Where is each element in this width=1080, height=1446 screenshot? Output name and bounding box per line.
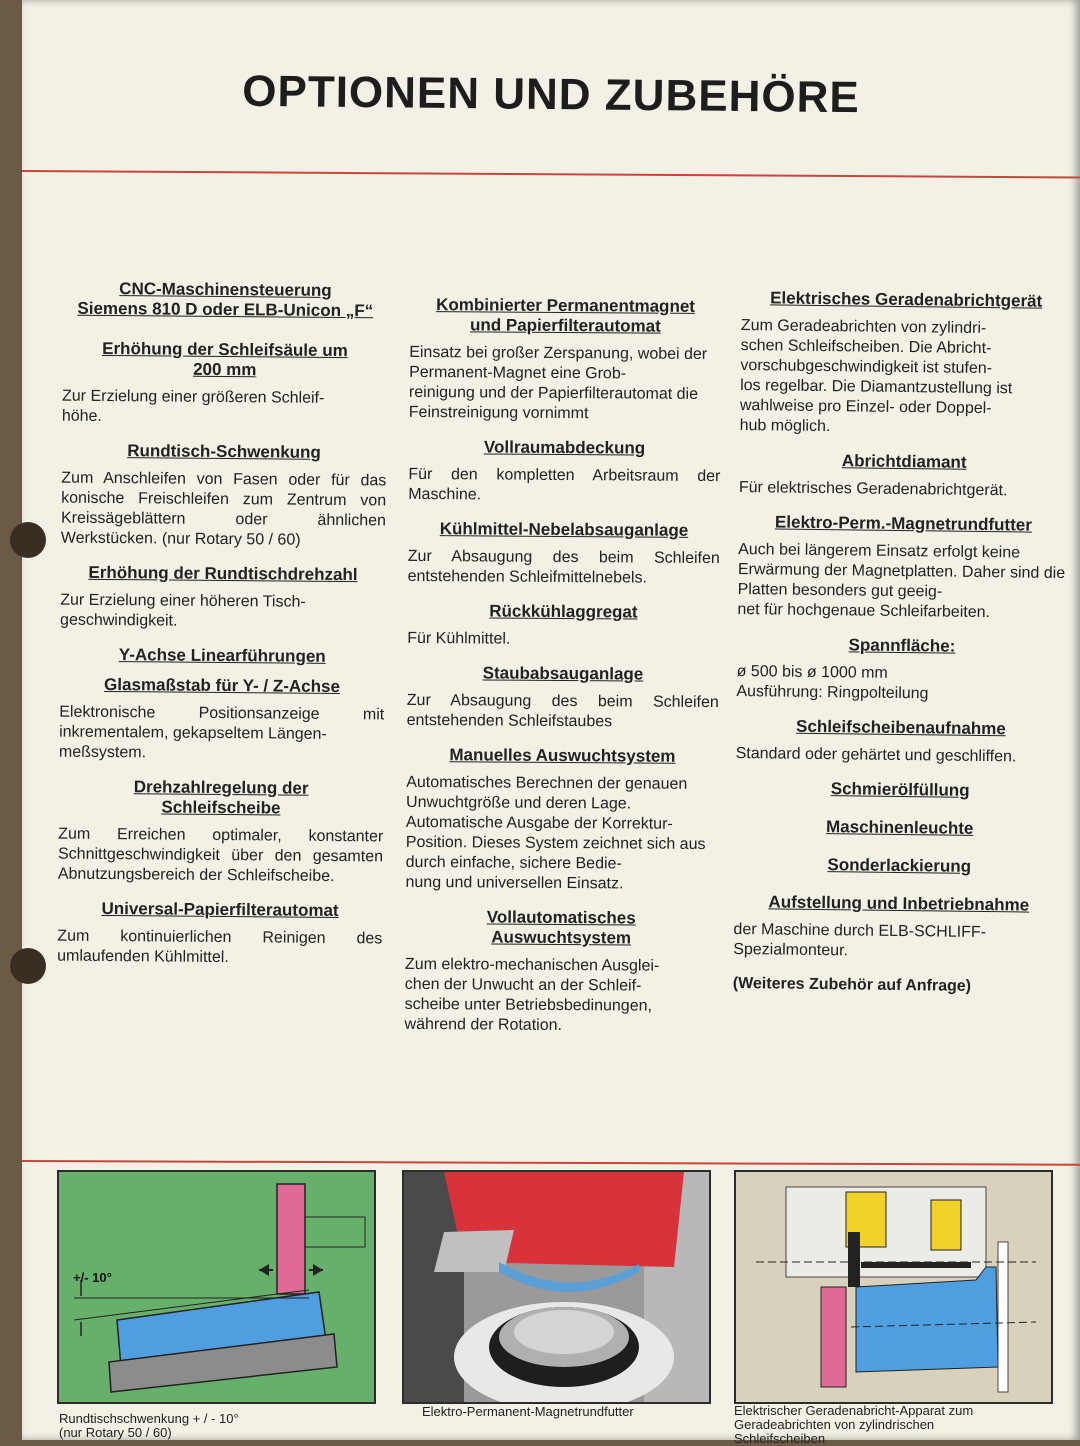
text-magnetic-chuck: Auch bei längerem Einsatz erfolgt keine Erwärmung der Magnetplatten. Daher sind die Platten besonders gut geeig- net für hochgenaue Schleifarbeiten. <box>737 540 1066 622</box>
heading-dressing-diamond: Abrichtdiamant <box>841 451 967 472</box>
top-red-divider <box>22 170 1080 178</box>
heading-magnetic-chuck: Elektro-Perm.-Magnetrundfutter <box>774 512 1033 535</box>
text-manual-balancing: Automatisches Berechnen der genauen Unwuchtgröße und deren Lage. Automatische Ausgabe der Korrektur- Position. Dieses System zeichnet sich aus durch einfache, sichere Bedie- nung und universellen Einsatz. <box>405 773 706 893</box>
heading-dust-extraction: Staubabsauganlage <box>482 663 644 684</box>
figure-angle-label: +/- 10° <box>73 1270 112 1285</box>
figure-dressing-device-diagram <box>734 1170 1053 1404</box>
text-dressing-diamond: Für elektrisches Geradenabrichtgerät. <box>738 478 1008 500</box>
brochure-page <box>22 0 1080 1446</box>
caption-dressing-device: Elektrischer Geradenabricht-Apparat zum Geradeabrichten von zylindrischen Schleifscheiben <box>734 1403 974 1446</box>
heading-rotary-tilt: Rundtisch-Schwenkung <box>127 441 321 462</box>
heading-paper-filter: Universal-Papierfilterautomat <box>101 898 339 921</box>
binder-hole-upper <box>10 522 46 558</box>
heading-cnc-control: CNC-Maschinensteuerung Siemens 810 D oder ELB-Unicon „F“ <box>77 279 374 321</box>
heading-combined-magnet-filter: Kombinierter Permanentmagnet und Papierfilterautomat <box>436 295 696 336</box>
heading-installation: Aufstellung und Inbetriebnahme <box>768 892 1030 915</box>
heading-chiller: Rückkühlaggregat <box>489 601 638 622</box>
heading-rotary-speed: Erhöhung der Rundtischdrehzahl <box>88 562 358 585</box>
note-more-accessories: (Weiteres Zubehör auf Anfrage) <box>732 974 972 995</box>
caption-magnetic-chuck: Elektro-Permanent-Magnetrundfutter <box>422 1404 634 1419</box>
heading-lubrication: Schmierölfüllung <box>830 779 970 800</box>
text-glass-scale: Elektronische Positionsanzeige mit inkrementalem, gekapseltem Längen- meßsystem. <box>58 703 385 762</box>
text-auto-balancing: Zum elektro-mechanischen Ausglei- chen der Unwucht an der Schleif- scheibe unter Betriebsbedinungen, während der Rotation. <box>404 955 660 1035</box>
text-dressing-device: Zum Geradeabrichten von zylindri- schen Schleifscheiben. Die Abricht- vorschubgeschwindigkeit ist stufen- los regelbar. Die Diamantzustellung ist wahlweise pro Einzel- oder Doppel- hub möglich. <box>739 317 1013 436</box>
heading-full-cover: Vollraumabdeckung <box>483 437 646 458</box>
heading-dressing-device: Elektrisches Geradenabrichtgerät <box>770 288 1043 311</box>
text-speed-control: Zum Erreichen optimaler, konstanter Schnittgeschwindigkeit über den gesamten Abnutzungsbereich der Schleifscheibe. <box>57 825 384 885</box>
text-mist-extraction: Zur Absaugung des beim Schleifen entstehenden Schleifmittelnebels. <box>407 547 720 587</box>
heading-mist-extraction: Kühlmittel-Nebelabsauganlage <box>439 519 689 540</box>
text-rotary-tilt: Zum Anschleifen von Fasen oder für das konische Freischleifen zum Zentrum von Kreissägeblättern oder ähnlichen Werkstücken. (nur Rotary 50 / 60) <box>60 469 387 549</box>
heading-auto-balancing: Vollautomatisches Auswuchtsystem <box>486 907 636 948</box>
heading-y-axis-guides: Y-Achse Linearführungen <box>118 645 326 666</box>
text-full-cover: Für den kompletten Arbeitsraum der Maschine. <box>408 465 721 504</box>
heading-column-raise: Erhöhung der Schleifsäule um 200 mm <box>102 338 348 380</box>
column-3 <box>733 288 1072 998</box>
text-chiller: Für Kühlmittel. <box>407 629 511 648</box>
text-column-raise: Zur Erzielung einer größeren Schleif- höhe. <box>61 387 325 425</box>
heading-manual-balancing: Manuelles Auswuchtsystem <box>449 745 676 766</box>
caption-rotary-tilt: Rundtischschwenkung + / - 10° (nur Rotary 50 / 60) <box>59 1411 239 1440</box>
text-dust-extraction: Zur Absaugung des beim Schleifen entstehenden Schleifstaubes <box>406 691 719 731</box>
text-combined-magnet-filter: Einsatz bei großer Zerspanung, wobei der Permanent-Magnet eine Grob- reinigung und der Papierfilterautomat die Feinstreinigung vornimmt <box>408 343 708 423</box>
figure-rotary-tilt-diagram <box>57 1170 376 1404</box>
heading-speed-control: Drehzahlregelung der Schleifscheibe <box>133 777 309 818</box>
text-rotary-speed: Zur Erzielung einer höheren Tisch- geschwindigkeit. <box>60 591 306 630</box>
figure-magnetic-chuck-photo <box>402 1170 711 1404</box>
heading-special-paint: Sonderlackierung <box>827 855 972 876</box>
heading-glass-scale: Glasmaßstab für Y- / Z-Achse <box>104 674 341 697</box>
text-paper-filter: Zum kontinuierlichen Reinigen des umlaufenden Kühlmittel. <box>57 927 383 967</box>
column-1 <box>57 279 388 984</box>
heading-wheel-mount: Schleifscheibenaufnahme <box>795 716 1006 739</box>
column-2 <box>404 295 721 1051</box>
text-clamping-area: ø 500 bis ø 1000 mm Ausführung: Ringpolteilung <box>736 662 929 703</box>
page-title: OPTIONEN UND ZUBEHÖRE <box>242 66 860 123</box>
heading-machine-light: Maschinenleuchte <box>825 817 974 838</box>
binder-hole-lower <box>10 948 46 984</box>
heading-clamping-area: Spannfläche: <box>848 635 956 656</box>
text-wheel-mount: Standard oder gehärtet und geschliffen. <box>735 744 1017 766</box>
text-installation: der Maschine durch ELB-SCHLIFF- Spezialmonteur. <box>733 920 987 960</box>
bottom-red-divider <box>22 1160 1080 1166</box>
